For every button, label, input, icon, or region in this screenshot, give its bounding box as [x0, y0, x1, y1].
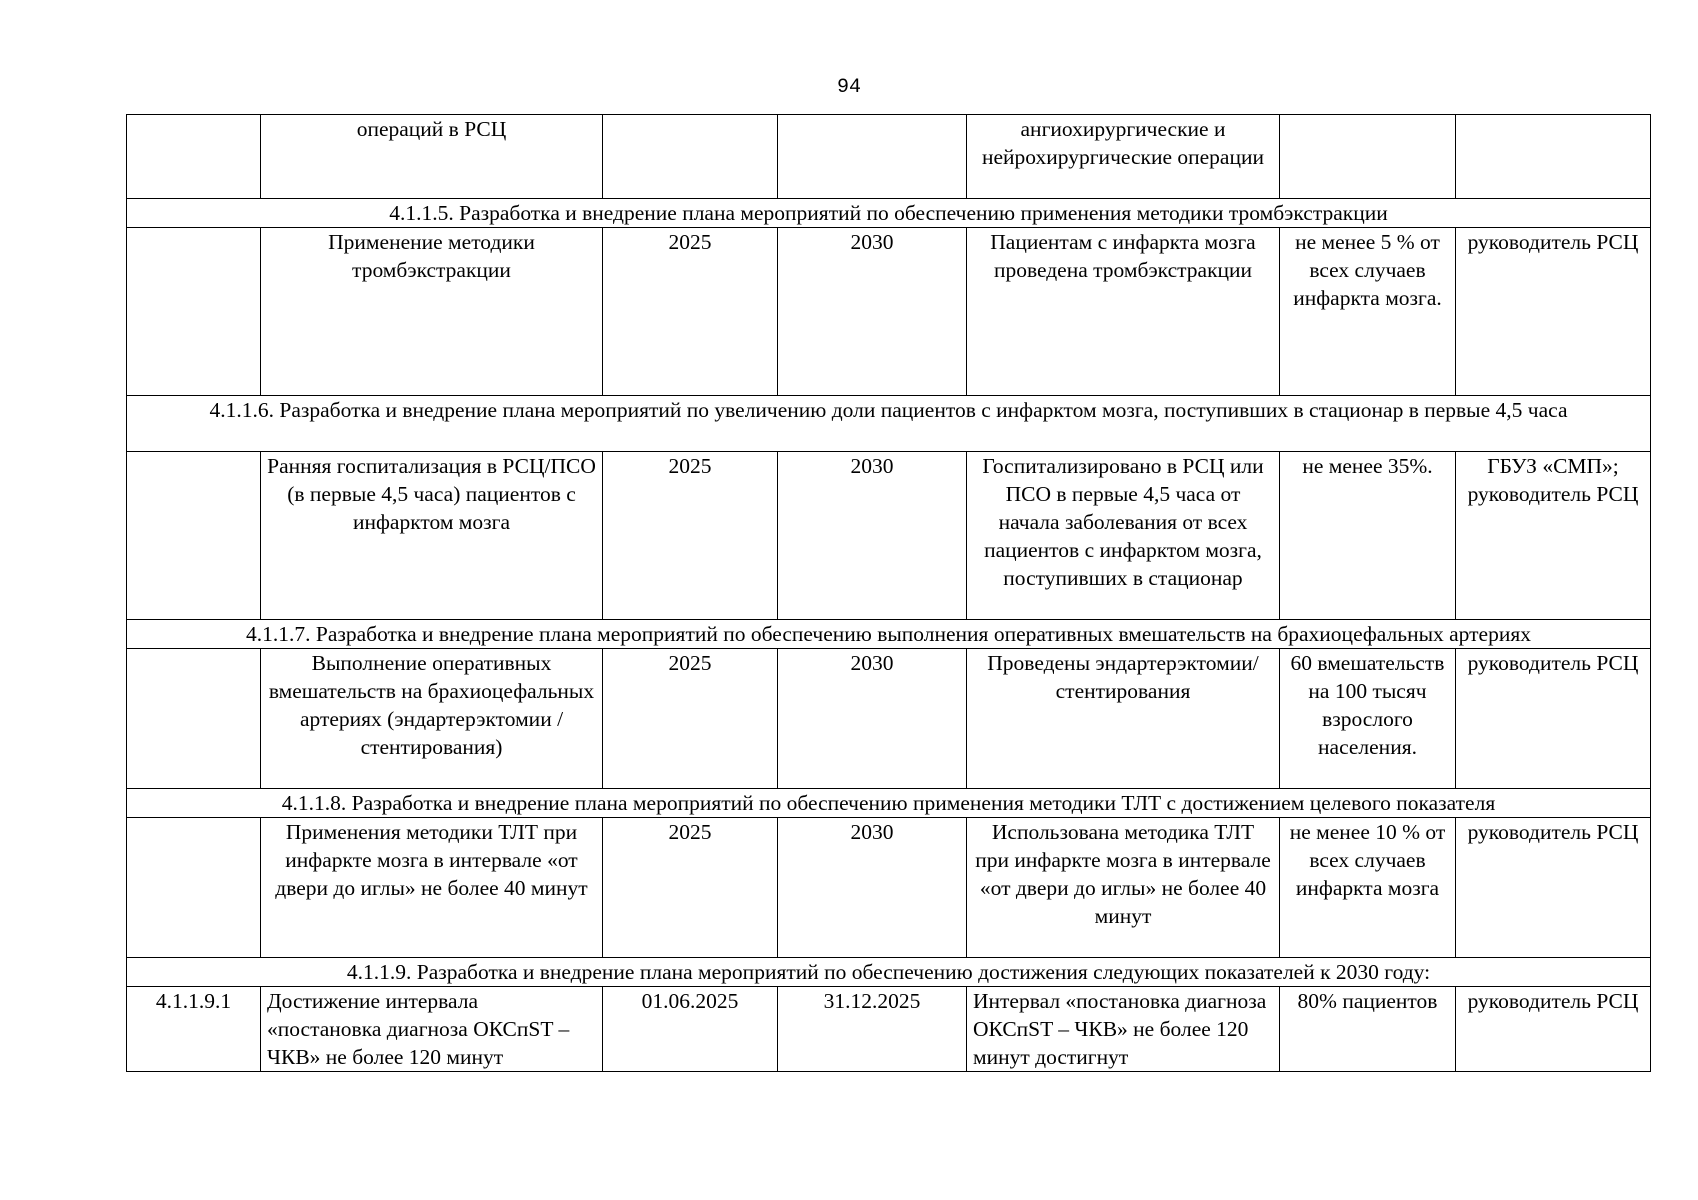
page-number: 94	[836, 76, 861, 99]
table-row	[127, 115, 1651, 199]
section-heading: 4.1.1.6. Разработка и внедрение плана мероприятий по увеличению доли пациентов с инфарктом мозга, поступивших в стационар в первые 4,5 часа	[127, 396, 1651, 452]
num-cell	[127, 115, 261, 199]
num-cell	[127, 649, 261, 789]
result-cell: ангиохирургические и нейрохирургические операции	[967, 115, 1280, 199]
section-row	[127, 199, 1651, 228]
start-cell: 2025	[603, 452, 778, 620]
start-cell: 2025	[603, 649, 778, 789]
indicator-cell: 60 вмешательств на 100 тысяч взрослого населения.	[1280, 649, 1456, 789]
event-cell: Ранняя госпитализация в РСЦ/ПСО (в первые 4,5 часа) пациентов с инфарктом мозга	[261, 452, 603, 620]
section-heading: 4.1.1.8. Разработка и внедрение плана мероприятий по обеспечению применения методики ТЛТ с достижением целевого показателя	[127, 789, 1651, 818]
table-row	[127, 649, 1651, 789]
start-cell: 2025	[603, 228, 778, 396]
num-cell	[127, 452, 261, 620]
event-cell: операций в РСЦ	[261, 115, 603, 199]
start-cell: 01.06.2025	[603, 987, 778, 1072]
indicator-cell: не менее 10 % от всех случаев инфаркта мозга	[1280, 818, 1456, 958]
event-cell: Выполнение оперативных вмешательств на брахиоцефальных артериях (эндартерэктомии / стентирования)	[261, 649, 603, 789]
section-row	[127, 958, 1651, 987]
start-cell	[603, 115, 778, 199]
start-cell: 2025	[603, 818, 778, 958]
responsible-cell: руководитель РСЦ	[1456, 987, 1651, 1072]
event-cell: Достижение интервала «постановка диагноза ОКСпST – ЧКВ» не более 120 минут	[261, 987, 603, 1072]
event-cell: Применение методики тромбэкстракции	[261, 228, 603, 396]
num-cell	[127, 818, 261, 958]
end-cell	[778, 115, 967, 199]
end-cell: 2030	[778, 228, 967, 396]
result-cell: Пациентам с инфаркта мозга проведена тромбэкстракции	[967, 228, 1280, 396]
table-row	[127, 228, 1651, 396]
responsible-cell: руководитель РСЦ	[1456, 818, 1651, 958]
end-cell: 2030	[778, 818, 967, 958]
end-cell: 2030	[778, 649, 967, 789]
action-plan-table	[126, 114, 1651, 1072]
num-cell	[127, 228, 261, 396]
section-heading: 4.1.1.5. Разработка и внедрение плана мероприятий по обеспечению применения методики тромбэкстракции	[127, 199, 1651, 228]
indicator-cell: не менее 5 % от всех случаев инфаркта мозга.	[1280, 228, 1456, 396]
responsible-cell: ГБУЗ «СМП»; руководитель РСЦ	[1456, 452, 1651, 620]
indicator-cell: 80% пациентов	[1280, 987, 1456, 1072]
indicator-cell: не менее 35%.	[1280, 452, 1456, 620]
responsible-cell: руководитель РСЦ	[1456, 649, 1651, 789]
section-heading: 4.1.1.7. Разработка и внедрение плана мероприятий по обеспечению выполнения оперативных вмешательств на брахиоцефальных артериях	[127, 620, 1651, 649]
event-cell: Применения методики ТЛТ при инфаркте мозга в интервале «от двери до иглы» не более 40 минут	[261, 818, 603, 958]
responsible-cell	[1456, 115, 1651, 199]
end-cell: 2030	[778, 452, 967, 620]
section-row	[127, 620, 1651, 649]
end-cell: 31.12.2025	[778, 987, 967, 1072]
table-row	[127, 818, 1651, 958]
result-cell: Госпитализировано в РСЦ или ПСО в первые 4,5 часа от начала заболевания от всех пациентов с инфарктом мозга, поступивших в стационар	[967, 452, 1280, 620]
section-row	[127, 396, 1651, 452]
section-heading: 4.1.1.9. Разработка и внедрение плана мероприятий по обеспечению достижения следующих показателей к 2030 году:	[127, 958, 1651, 987]
indicator-cell	[1280, 115, 1456, 199]
result-cell: Интервал «постановка диагноза ОКСпST – ЧКВ» не более 120 минут достигнут	[967, 987, 1280, 1072]
table-row	[127, 987, 1651, 1072]
result-cell: Использована методика ТЛТ при инфаркте мозга в интервале «от двери до иглы» не более 40 минут	[967, 818, 1280, 958]
responsible-cell: руководитель РСЦ	[1456, 228, 1651, 396]
table-row	[127, 452, 1651, 620]
num-cell: 4.1.1.9.1	[127, 987, 261, 1072]
section-row	[127, 789, 1651, 818]
result-cell: Проведены эндартерэктомии/ стентирования	[967, 649, 1280, 789]
